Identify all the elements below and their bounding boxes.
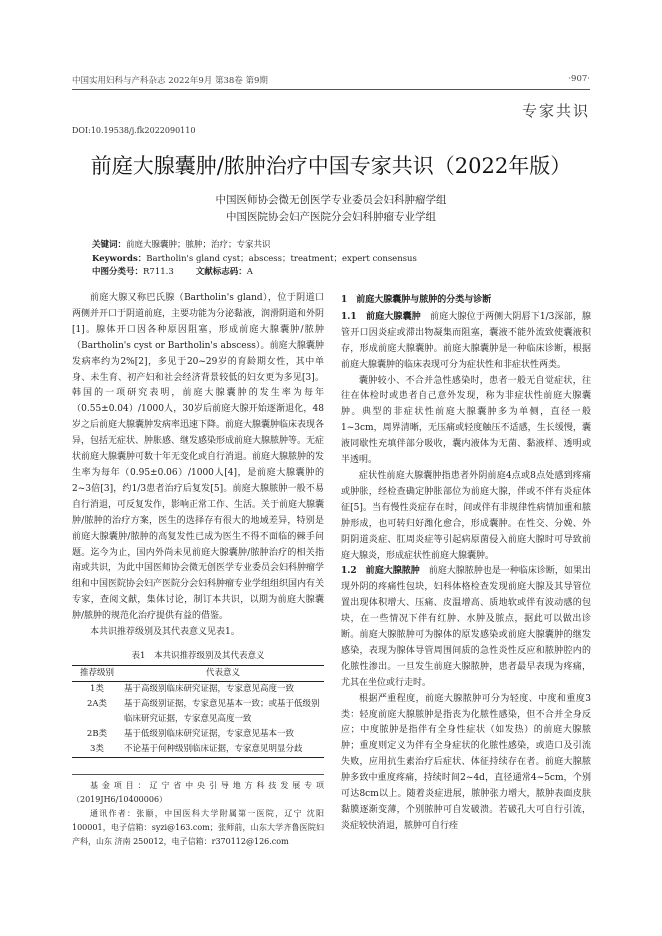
doi: DOI:10.19538/j.fk2022090110 <box>72 126 196 135</box>
keywords-block <box>92 239 417 280</box>
contact-note: 通讯作者：张颐，中国医科大学附属第一医院，辽宁 沈阳 100001，电子信箱：syzi@163.com；张师前，山东大学齐鲁医院妇产科，山东 济南 250012，电子信箱：r370112@126.com <box>72 808 324 846</box>
header-rule <box>72 89 590 90</box>
author-group-2: 中国医院协会妇产医院分会妇科肿瘤专业学组 <box>226 211 436 223</box>
article-title: 前庭大腺囊肿/脓肿治疗中国专家共识（2022年版） <box>90 154 572 178</box>
subsection-heading-1-2: 1.2 前庭大腺脓肿 <box>341 566 420 577</box>
keywords-cn: 前庭大腺囊肿；脓肿；治疗；专家共识 <box>126 240 271 250</box>
table-header-meaning: 代表意义 <box>205 667 240 678</box>
doc-code: A <box>246 267 253 277</box>
subsection-1-2: 1.2 前庭大腺脓肿 前庭大腺脓肿也是一种临床诊断，如果出现外阴的疼痛性包块，妇科体格检查发现前庭大腺及其导管位置出现体积增大、压痛、皮温增高、质地软或伴有波动感的包块，在一些情况下伴有红肿、水肿及脓点，据此可以做出诊断。前庭大腺脓肿可为腺体的原发感染或前庭大腺囊肿的继发感染，表现为腺体导管周围间质的急性炎性反应和脓肿腔内的化脓性渗出。一旦发生前庭大腺脓肿，患者最早表现为疼痛，尤其在坐位或行走时。 <box>341 566 591 688</box>
table-row: 1类 基于高级别临床研究证据，专家意见高度一致 <box>90 683 295 694</box>
category-label: 专家共识 <box>521 102 590 120</box>
section-heading-1: 1 前庭大腺囊肿与脓肿的分类与诊断 <box>341 295 492 305</box>
subsection-heading-1-1: 1.1 前庭大腺囊肿 <box>341 311 421 322</box>
recommendation-table <box>72 665 324 758</box>
table-header-row <box>72 665 324 681</box>
paragraph-severity: 根据严重程度，前庭大腺脓肿可分为轻度、中度和重度3类：轻度前庭大腺脓肿是指丧为化脓性感染，但不合并全身反应；中度脓肿是指伴有全身性症状（如发热）的前庭大腺脓肿；重度则定义为伴有全身症状的化脓性感染，或造口及引流失败，应用抗生素治疗后症状、体征持续存在者。前庭大腺脓肿多致中重度疼痛，持续时间2~4d，直径通常4~5cm，个别可达8cm以上。随着炎症进展，脓肿张力增大，脓肿表面皮肤黏膜逐渐变薄，个别脓肿可自发破溃。若破孔大可自行引流，炎症较快消退，脓肿可自行痊 <box>341 693 591 831</box>
table-header-level: 推荐级别 <box>79 667 114 678</box>
table-row: 2B类 基于低级别临床研究证据，专家意见基本一致 <box>86 728 295 739</box>
left-column <box>72 291 324 849</box>
page-number: ·907· <box>568 74 590 84</box>
table-row: 3类 不论基于何种级别临床证据，专家意见明显分歧 <box>72 742 324 758</box>
fund-note: 基金项目：辽宁省中央引导地方科技发展专项（2019JH6/10400006） <box>72 780 324 804</box>
keywords-cn-label: 关键词： <box>92 240 127 250</box>
keywords-en-label: Keywords： <box>92 253 147 264</box>
author-groups <box>0 192 662 226</box>
footnote <box>72 774 324 849</box>
right-column <box>341 293 591 835</box>
intro-paragraph: 前庭大腺又称巴氏腺（Bartholin's gland），位于阴道口两侧并开口于阴道前庭，主要功能为分泌黏液，润滑阴道和外阴[1]。腺体开口因各种原因阻塞，形成前庭大腺囊肿/脓肿（Bartholin's cyst or Bartholin's abscess）。前庭大腺囊肿发病率约为2%[2]，多见于20~29岁的育龄期女性，其中单身、未生育、初产妇和社会经济背景较低的妇女更为多见[3]。韩国的一项研究表明，前庭大腺囊肿的发生率为每年（0.55±0.04）/1000人，30岁后前庭大腺开始逐渐退化，48岁之后前庭大腺囊肿发病率迅速下降。前庭大腺囊肿临床表现各异，包括无症状、肿胀感、继发感染形成前庭大腺脓肿等。无症状前庭大腺囊肿可数十年无变化或自行消退。前庭大腺脓肿的发生率为每年（0.95±0.06）/1000人[4]，是前庭大腺囊肿的2~3倍[3]，约1/3患者治疗后复发[5]。前庭大腺脓肿一般不易自行消退，可反复发作，影响正常工作、生活。关于前庭大腺囊肿/脓肿的治疗方案，医生的选择存有很大的地域差异，特别是前庭大腺囊肿/脓肿的高复发性已成为医生不得不面临的棘手问题。迄今为止，国内外尚未见前庭大腺囊肿/脓肿治疗的相关指南或共识，为此中国医师协会微无创医学专业委员会妇科肿瘤学组和中国医院协会妇产医院分会妇科肿瘤专业学组组织国内有关专家，查阅文献，集体讨论，制订本共识，以期为前庭大腺囊肿/脓肿的规范化治疗提供有益的借鉴。 <box>72 293 325 622</box>
paragraph-asymptomatic: 囊肿较小、不合并急性感染时，患者一般无自觉症状，往往在体检时或患者自己意外发现，称为非症状性前庭大腺囊肿。典型的非症状性前庭大腺囊肿多为单侧，直径一般1~3cm，周界清晰，无压痛或轻度触压不适感，生长缓慢，囊液同歇性充填伴部分吸收，囊内液体为无菌、黏液样、透明或半透明。 <box>341 375 591 466</box>
subsection-1-1: 1.1 前庭大腺囊肿 前庭大腺位于两侧大阴唇下1/3深部，腺管开口因炎症或滞出物凝集而阻塞，囊液不能外流致使囊液积存，形成前庭大腺囊肿。前庭大腺囊肿是一种临床诊断，根据前庭大腺囊肿的临床表现可分为症状性和非症状性两类。 <box>341 311 591 370</box>
table-caption: 表1 本共识推荐级别及其代表意义 <box>131 650 265 661</box>
keywords-en: Bartholin's gland cyst；abscess；treatment；expert consensus <box>146 253 417 264</box>
author-group-1: 中国医师协会微无创医学专业委员会妇科肿瘤学组 <box>215 194 447 206</box>
clc-number: R711.3 <box>143 267 174 277</box>
table-row: 2A类 基于高级别证据，专家意见基本一致；或基于低级别临床研究证据，专家意见高度一致 <box>86 698 320 724</box>
doc-code-label: 文献标志码： <box>195 267 247 277</box>
journal-header: 中国实用妇科与产科杂志 2022年9月 第38卷 第9期 <box>72 76 268 86</box>
clc-label: 中图分类号： <box>92 267 144 277</box>
table-reference-paragraph: 本共识推荐级别及其代表意义见表1。 <box>90 627 240 638</box>
paragraph-symptomatic: 症状性前庭大腺囊肿指患者外阴前庭4点或8点处感到疼痛或肿胀，经检查确定肿胀部位为前庭大腺，伴或不伴有炎症体征[5]。当有慢性炎症存在时，间或伴有非规律性病情加重和脓肿形成，也可转归好潍化愈合，形成囊肿。在性交、分娩、外阴阴道炎症、肛周炎症等引起病原菌侵入前庭大腺时可导致前庭大腺炎，形成症状性前庭大腺囊肿。 <box>341 470 591 561</box>
